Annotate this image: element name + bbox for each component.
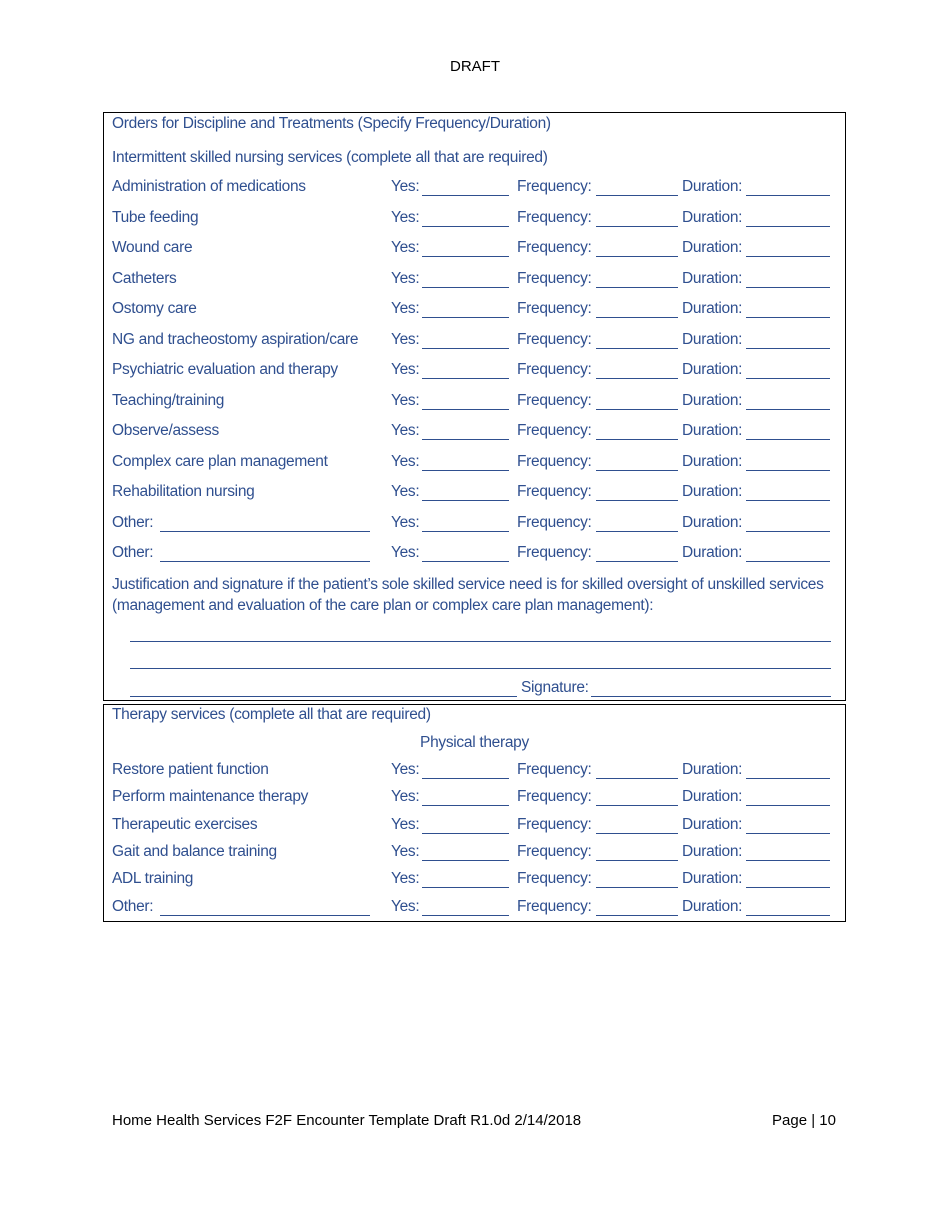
yes-field-label: Yes: — [391, 788, 420, 806]
order-row — [104, 392, 845, 414]
yes-field-label: Yes: — [391, 544, 420, 561]
duration-field — [682, 761, 742, 779]
duration-field-input-line[interactable] — [746, 409, 830, 410]
duration-field — [682, 178, 742, 196]
duration-field — [682, 816, 742, 834]
frequency-field-label: Frequency: — [517, 452, 592, 470]
signature-line[interactable] — [591, 696, 831, 697]
frequency-field — [517, 544, 592, 562]
duration-field — [682, 544, 742, 562]
yes-field — [391, 392, 419, 410]
yes-field-input-line[interactable] — [422, 915, 509, 916]
duration-field-input-line[interactable] — [746, 195, 830, 196]
order-row-label: Teaching/training — [112, 391, 225, 409]
yes-field-input-line[interactable] — [422, 531, 509, 532]
frequency-field-input-line[interactable] — [596, 378, 678, 379]
frequency-field-input-line[interactable] — [596, 887, 678, 888]
order-row — [104, 331, 845, 353]
duration-field-label: Duration: — [682, 842, 743, 860]
frequency-field-label: Frequency: — [517, 269, 592, 287]
signature-label: Signature: — [521, 679, 589, 696]
yes-field-input-line[interactable] — [422, 409, 509, 410]
duration-field-input-line[interactable] — [746, 778, 830, 779]
yes-field — [391, 544, 419, 562]
frequency-field — [517, 843, 592, 861]
order-row — [104, 178, 845, 200]
justification-text: Justification and signature if the patient’s sole skilled service need is for skilled oversight of unskilled services (management and evaluation of the care plan or complex care plan management): — [112, 576, 824, 614]
frequency-field-input-line[interactable] — [596, 500, 678, 501]
order-row-label: Other: — [112, 513, 154, 531]
yes-field-label: Yes: — [391, 239, 420, 256]
yes-field — [391, 209, 419, 227]
order-row — [104, 209, 845, 231]
duration-field-label: Duration: — [682, 483, 743, 500]
yes-field-input-line[interactable] — [422, 470, 509, 471]
justification-line-2[interactable] — [130, 668, 831, 669]
yes-field — [391, 898, 419, 916]
frequency-field-label: Frequency: — [517, 513, 592, 531]
order-row — [104, 761, 845, 783]
duration-field-label: Duration: — [682, 761, 743, 778]
frequency-field — [517, 392, 592, 410]
duration-field-label: Duration: — [682, 269, 743, 287]
duration-field-label: Duration: — [682, 513, 743, 531]
order-row-label: Rehabilitation nursing — [112, 483, 255, 500]
frequency-field — [517, 898, 592, 916]
yes-field — [391, 816, 419, 834]
order-row — [104, 816, 845, 838]
duration-field — [682, 483, 742, 501]
order-row — [104, 422, 845, 444]
other-input-line[interactable] — [160, 915, 370, 916]
yes-field-input-line[interactable] — [422, 195, 509, 196]
section-title: Orders for Discipline and Treatments (Specify Frequency/Duration) — [112, 115, 551, 132]
order-row-label: ADL training — [112, 870, 194, 888]
frequency-field-input-line[interactable] — [596, 256, 678, 257]
duration-field-input-line[interactable] — [746, 287, 830, 288]
yes-field — [391, 788, 419, 806]
frequency-field-input-line[interactable] — [596, 195, 678, 196]
duration-field — [682, 209, 742, 227]
frequency-field-label: Frequency: — [517, 897, 592, 915]
order-row-label: Catheters — [112, 269, 177, 287]
yes-field-label: Yes: — [391, 300, 420, 317]
frequency-field-label: Frequency: — [517, 178, 592, 195]
duration-field-input-line[interactable] — [746, 887, 830, 888]
yes-field-input-line[interactable] — [422, 860, 509, 861]
yes-field-input-line[interactable] — [422, 256, 509, 257]
duration-field-input-line[interactable] — [746, 561, 830, 562]
frequency-field-input-line[interactable] — [596, 805, 678, 806]
duration-field — [682, 422, 742, 440]
duration-field-label: Duration: — [682, 208, 743, 226]
frequency-field-label: Frequency: — [517, 422, 592, 439]
frequency-field — [517, 483, 592, 501]
yes-field — [391, 361, 419, 379]
duration-field-input-line[interactable] — [746, 833, 830, 834]
duration-field — [682, 870, 742, 888]
duration-field — [682, 453, 742, 471]
duration-field-label: Duration: — [682, 788, 743, 806]
yes-field-label: Yes: — [391, 870, 420, 888]
yes-field-input-line[interactable] — [422, 317, 509, 318]
frequency-field-input-line[interactable] — [596, 348, 678, 349]
frequency-field-label: Frequency: — [517, 788, 592, 806]
frequency-field-input-line[interactable] — [596, 860, 678, 861]
yes-field-input-line[interactable] — [422, 500, 509, 501]
yes-field-label: Yes: — [391, 208, 420, 226]
order-row-label: Complex care plan management — [112, 452, 328, 470]
duration-field-input-line[interactable] — [746, 348, 830, 349]
justification-line-1[interactable] — [130, 641, 831, 642]
frequency-field-label: Frequency: — [517, 761, 592, 778]
order-row-label: Perform maintenance therapy — [112, 788, 309, 806]
duration-field-input-line[interactable] — [746, 256, 830, 257]
order-row — [104, 870, 845, 892]
order-row-label: Observe/assess — [112, 422, 219, 439]
frequency-field-label: Frequency: — [517, 300, 592, 317]
frequency-field-label: Frequency: — [517, 815, 592, 833]
duration-field-label: Duration: — [682, 897, 743, 915]
yes-field-label: Yes: — [391, 761, 420, 778]
frequency-field-input-line[interactable] — [596, 439, 678, 440]
yes-field — [391, 870, 419, 888]
frequency-field — [517, 453, 592, 471]
duration-field-input-line[interactable] — [746, 317, 830, 318]
order-row-label: Ostomy care — [112, 300, 197, 317]
frequency-field — [517, 209, 592, 227]
frequency-field — [517, 239, 592, 257]
yes-field — [391, 239, 419, 257]
yes-field-label: Yes: — [391, 897, 420, 915]
yes-field-input-line[interactable] — [422, 378, 509, 379]
duration-field — [682, 898, 742, 916]
order-row-label: Gait and balance training — [112, 842, 277, 860]
therapy-section-title: Therapy services (complete all that are required) — [112, 706, 431, 723]
duration-field-label: Duration: — [682, 815, 743, 833]
yes-field-label: Yes: — [391, 513, 420, 531]
frequency-field-input-line[interactable] — [596, 778, 678, 779]
duration-field-label: Duration: — [682, 544, 743, 561]
order-row-label: Other: — [112, 544, 154, 561]
yes-field-input-line[interactable] — [422, 887, 509, 888]
order-row — [104, 788, 845, 810]
order-row-label: NG and tracheostomy aspiration/care — [112, 330, 359, 348]
order-row-label: Other: — [112, 897, 154, 915]
yes-field-input-line[interactable] — [422, 348, 509, 349]
frequency-field-input-line[interactable] — [596, 915, 678, 916]
frequency-field-input-line[interactable] — [596, 561, 678, 562]
yes-field-input-line[interactable] — [422, 561, 509, 562]
duration-field-input-line[interactable] — [746, 439, 830, 440]
duration-field — [682, 788, 742, 806]
order-row-label: Wound care — [112, 239, 193, 256]
frequency-field — [517, 514, 592, 532]
yes-field-input-line[interactable] — [422, 439, 509, 440]
duration-field-label: Duration: — [682, 452, 743, 470]
frequency-field-label: Frequency: — [517, 544, 592, 561]
yes-field-label: Yes: — [391, 815, 420, 833]
frequency-field-input-line[interactable] — [596, 833, 678, 834]
yes-field — [391, 761, 419, 779]
frequency-field — [517, 361, 592, 379]
other-input-line[interactable] — [160, 531, 370, 532]
order-row — [104, 300, 845, 322]
frequency-field — [517, 816, 592, 834]
order-row — [104, 898, 845, 920]
order-row-label: Administration of medications — [112, 178, 306, 195]
yes-field-input-line[interactable] — [422, 805, 509, 806]
order-row-label: Restore patient function — [112, 761, 269, 778]
duration-field — [682, 270, 742, 288]
frequency-field — [517, 300, 592, 318]
yes-field — [391, 331, 419, 349]
duration-field — [682, 514, 742, 532]
frequency-field-label: Frequency: — [517, 391, 592, 409]
frequency-field-input-line[interactable] — [596, 409, 678, 410]
duration-field-label: Duration: — [682, 178, 743, 195]
duration-field-input-line[interactable] — [746, 860, 830, 861]
yes-field — [391, 483, 419, 501]
duration-field-input-line[interactable] — [746, 915, 830, 916]
section-subtitle: Intermittent skilled nursing services (complete all that are required) — [112, 149, 548, 166]
yes-field-label: Yes: — [391, 391, 420, 409]
duration-field-input-line[interactable] — [746, 378, 830, 379]
order-row — [104, 361, 845, 383]
justification-line-3[interactable] — [130, 696, 517, 697]
frequency-field — [517, 422, 592, 440]
frequency-field-label: Frequency: — [517, 361, 592, 378]
yes-field-label: Yes: — [391, 178, 420, 195]
order-row — [104, 514, 845, 536]
duration-field-label: Duration: — [682, 239, 743, 256]
order-row-label: Tube feeding — [112, 208, 199, 226]
yes-field-input-line[interactable] — [422, 226, 509, 227]
yes-field — [391, 422, 419, 440]
therapy-services-section — [103, 704, 846, 922]
order-row-label: Psychiatric evaluation and therapy — [112, 361, 338, 378]
order-row — [104, 453, 845, 475]
duration-field-input-line[interactable] — [746, 500, 830, 501]
duration-field — [682, 843, 742, 861]
duration-field-label: Duration: — [682, 300, 743, 317]
yes-field — [391, 843, 419, 861]
frequency-field-input-line[interactable] — [596, 317, 678, 318]
duration-field — [682, 239, 742, 257]
yes-field — [391, 453, 419, 471]
order-row — [104, 270, 845, 292]
duration-field-label: Duration: — [682, 422, 743, 439]
frequency-field — [517, 178, 592, 196]
frequency-field-input-line[interactable] — [596, 531, 678, 532]
yes-field-input-line[interactable] — [422, 833, 509, 834]
order-row — [104, 483, 845, 505]
order-row — [104, 544, 845, 566]
frequency-field — [517, 761, 592, 779]
yes-field-label: Yes: — [391, 361, 420, 378]
duration-field-label: Duration: — [682, 870, 743, 888]
yes-field — [391, 178, 419, 196]
yes-field-input-line[interactable] — [422, 287, 509, 288]
frequency-field-label: Frequency: — [517, 239, 592, 256]
duration-field-input-line[interactable] — [746, 226, 830, 227]
frequency-field-input-line[interactable] — [596, 470, 678, 471]
other-input-line[interactable] — [160, 561, 370, 562]
frequency-field-label: Frequency: — [517, 842, 592, 860]
duration-field — [682, 331, 742, 349]
frequency-field-label: Frequency: — [517, 483, 592, 500]
frequency-field-label: Frequency: — [517, 330, 592, 348]
order-row — [104, 239, 845, 261]
order-row — [104, 843, 845, 865]
frequency-field-input-line[interactable] — [596, 226, 678, 227]
duration-field-label: Duration: — [682, 361, 743, 378]
frequency-field-input-line[interactable] — [596, 287, 678, 288]
duration-field — [682, 300, 742, 318]
order-row-label: Therapeutic exercises — [112, 815, 258, 833]
duration-field-input-line[interactable] — [746, 470, 830, 471]
frequency-field — [517, 788, 592, 806]
yes-field — [391, 270, 419, 288]
frequency-field-label: Frequency: — [517, 870, 592, 888]
duration-field-label: Duration: — [682, 391, 743, 409]
draft-header: DRAFT — [450, 58, 500, 75]
yes-field-label: Yes: — [391, 452, 420, 470]
duration-field — [682, 361, 742, 379]
yes-field-label: Yes: — [391, 330, 420, 348]
duration-field — [682, 392, 742, 410]
duration-field-input-line[interactable] — [746, 531, 830, 532]
duration-field-input-line[interactable] — [746, 805, 830, 806]
yes-field-label: Yes: — [391, 842, 420, 860]
frequency-field — [517, 870, 592, 888]
yes-field — [391, 300, 419, 318]
footer-page-number: Page | 10 — [772, 1112, 836, 1129]
yes-field — [391, 514, 419, 532]
yes-field-label: Yes: — [391, 483, 420, 500]
yes-field-label: Yes: — [391, 269, 420, 287]
nursing-orders-section — [103, 112, 846, 701]
frequency-field — [517, 270, 592, 288]
footer-document-title: Home Health Services F2F Encounter Template Draft R1.0d 2/14/2018 — [112, 1112, 582, 1129]
yes-field-input-line[interactable] — [422, 778, 509, 779]
yes-field-label: Yes: — [391, 422, 420, 439]
physical-therapy-heading: Physical therapy — [420, 734, 529, 751]
frequency-field-label: Frequency: — [517, 208, 592, 226]
frequency-field — [517, 331, 592, 349]
duration-field-label: Duration: — [682, 330, 743, 348]
